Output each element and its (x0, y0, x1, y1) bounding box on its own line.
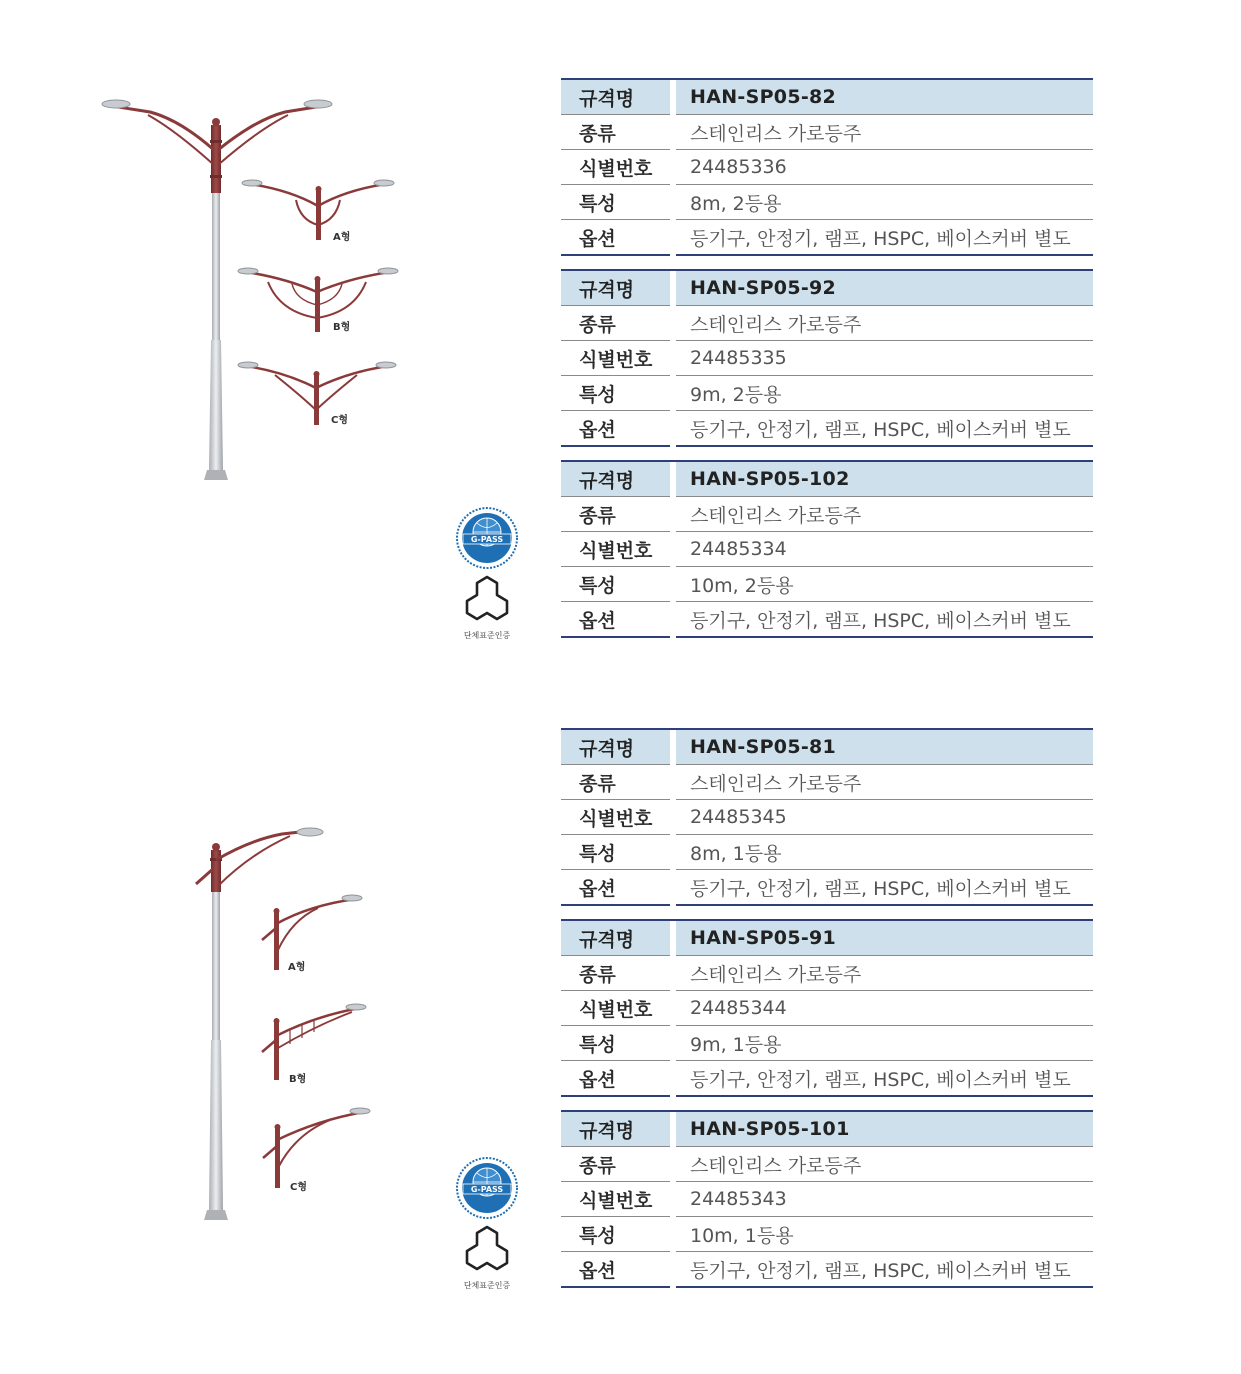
spec-label: 식별번호 (561, 1182, 670, 1217)
spec-label: 옵션 (561, 1252, 670, 1288)
variant-b-arm (238, 268, 398, 332)
g-pass-text: G-PASS (470, 535, 504, 544)
table-row (561, 532, 1093, 567)
table-row (561, 376, 1093, 411)
table-row (561, 341, 1093, 376)
table-row (561, 920, 1093, 956)
table-row (561, 765, 1093, 800)
spec-value: 9m, 1등용 (676, 1026, 1093, 1061)
table-row (561, 1252, 1093, 1288)
variant-a-label: A형 (333, 232, 351, 243)
variant-a-arm (242, 180, 394, 240)
table-row (561, 870, 1093, 906)
table-row (561, 79, 1093, 115)
spec-label: 식별번호 (561, 532, 670, 567)
spec-label: 종류 (561, 1147, 670, 1182)
variant-c-arm (263, 1108, 370, 1188)
spec-label: 종류 (561, 497, 670, 532)
table-row (561, 270, 1093, 306)
table-row (561, 956, 1093, 991)
table-row (561, 411, 1093, 447)
spec-value: 9m, 2등용 (676, 376, 1093, 411)
spec-label: 규격명 (561, 1111, 670, 1147)
table-row (561, 602, 1093, 638)
spec-model-name: HAN-SP05-102 (676, 461, 1093, 497)
spec-label: 규격명 (561, 729, 670, 765)
spec-value: 스테인리스 가로등주 (676, 765, 1093, 800)
spec-value: 10m, 1등용 (676, 1217, 1093, 1252)
table-row (561, 567, 1093, 602)
spec-value: 스테인리스 가로등주 (676, 956, 1093, 991)
spec-label: 식별번호 (561, 341, 670, 376)
variant-b-label: B형 (333, 322, 351, 333)
spec-label: 옵션 (561, 411, 670, 447)
spec-label: 특성 (561, 185, 670, 220)
spec-label: 종류 (561, 306, 670, 341)
g-pass-badge-icon (455, 1156, 519, 1220)
spec-model-name: HAN-SP05-101 (676, 1111, 1093, 1147)
spec-label: 규격명 (561, 461, 670, 497)
spec-value: 8m, 2등용 (676, 185, 1093, 220)
spec-value: 등기구, 안정기, 램프, HSPC, 베이스커버 별도 (676, 1061, 1093, 1097)
spec-label: 특성 (561, 1026, 670, 1061)
spec-model-name: HAN-SP05-82 (676, 79, 1093, 115)
spec-model-name: HAN-SP05-91 (676, 920, 1093, 956)
spec-table-2 (561, 919, 1093, 1097)
spec-value: 24485344 (676, 991, 1093, 1026)
table-row (561, 1217, 1093, 1252)
spec-value: 스테인리스 가로등주 (676, 497, 1093, 532)
group-standard-mark-icon (455, 574, 519, 632)
spec-table-3 (561, 1110, 1093, 1288)
group-standard-label: 단체표준인증 (463, 631, 511, 640)
spec-value: 등기구, 안정기, 램프, HSPC, 베이스커버 별도 (676, 602, 1093, 638)
spec-label: 종류 (561, 956, 670, 991)
spec-label: 식별번호 (561, 991, 670, 1026)
spec-label: 특성 (561, 835, 670, 870)
spec-value: 스테인리스 가로등주 (676, 1147, 1093, 1182)
spec-model-name: HAN-SP05-81 (676, 729, 1093, 765)
certification-marks (455, 1156, 519, 1292)
spec-value: 등기구, 안정기, 램프, HSPC, 베이스커버 별도 (676, 411, 1093, 447)
spec-value: 24485334 (676, 532, 1093, 567)
g-pass-badge-icon (455, 506, 519, 570)
variant-c-label: C형 (331, 415, 348, 426)
spec-label: 옵션 (561, 220, 670, 256)
spec-label: 옵션 (561, 1061, 670, 1097)
spec-table-1 (561, 78, 1093, 256)
table-row (561, 1111, 1093, 1147)
spec-table-1 (561, 728, 1093, 906)
table-row (561, 729, 1093, 765)
table-row (561, 461, 1093, 497)
variant-c-label: C형 (290, 1182, 307, 1193)
spec-value: 8m, 1등용 (676, 835, 1093, 870)
variant-a-arm (262, 895, 362, 970)
table-row (561, 835, 1093, 870)
variant-c-arm (238, 362, 396, 425)
spec-label: 규격명 (561, 79, 670, 115)
table-row (561, 1026, 1093, 1061)
table-row (561, 800, 1093, 835)
spec-value: 스테인리스 가로등주 (676, 306, 1093, 341)
spec-value: 24485343 (676, 1182, 1093, 1217)
table-row (561, 1182, 1093, 1217)
spec-value: 등기구, 안정기, 램프, HSPC, 베이스커버 별도 (676, 870, 1093, 906)
spec-label: 옵션 (561, 602, 670, 638)
spec-value: 등기구, 안정기, 램프, HSPC, 베이스커버 별도 (676, 1252, 1093, 1288)
spec-label: 규격명 (561, 920, 670, 956)
spec-label: 옵션 (561, 870, 670, 906)
spec-value: 스테인리스 가로등주 (676, 115, 1093, 150)
g-pass-text: G-PASS (470, 1185, 504, 1194)
certification-marks (455, 506, 519, 642)
spec-label: 특성 (561, 1217, 670, 1252)
spec-value: 24485345 (676, 800, 1093, 835)
table-row (561, 306, 1093, 341)
table-row (561, 220, 1093, 256)
spec-value: 24485336 (676, 150, 1093, 185)
spec-value: 24485335 (676, 341, 1093, 376)
spec-label: 식별번호 (561, 150, 670, 185)
group-standard-mark-icon (455, 1224, 519, 1282)
table-row (561, 115, 1093, 150)
table-row (561, 1061, 1093, 1097)
spec-label: 종류 (561, 115, 670, 150)
spec-label: 규격명 (561, 270, 670, 306)
double-arm-pole-illustration (0, 0, 440, 500)
table-row (561, 1147, 1093, 1182)
spec-label: 식별번호 (561, 800, 670, 835)
spec-label: 종류 (561, 765, 670, 800)
variant-a-label: A형 (288, 962, 306, 973)
table-row (561, 991, 1093, 1026)
spec-value: 10m, 2등용 (676, 567, 1093, 602)
table-row (561, 150, 1093, 185)
single-arm-pole-illustration (0, 650, 440, 1250)
spec-table-2 (561, 269, 1093, 447)
spec-label: 특성 (561, 567, 670, 602)
variant-b-label: B형 (289, 1074, 307, 1085)
variant-b-arm (262, 1004, 366, 1080)
product-section-single-arm (0, 650, 1241, 1350)
spec-label: 특성 (561, 376, 670, 411)
group-standard-label: 단체표준인증 (463, 1281, 511, 1290)
table-row (561, 185, 1093, 220)
spec-table-3 (561, 460, 1093, 638)
table-row (561, 497, 1093, 532)
spec-value: 등기구, 안정기, 램프, HSPC, 베이스커버 별도 (676, 220, 1093, 256)
spec-model-name: HAN-SP05-92 (676, 270, 1093, 306)
product-section-double-arm (0, 0, 1241, 660)
main-pole (102, 100, 332, 480)
